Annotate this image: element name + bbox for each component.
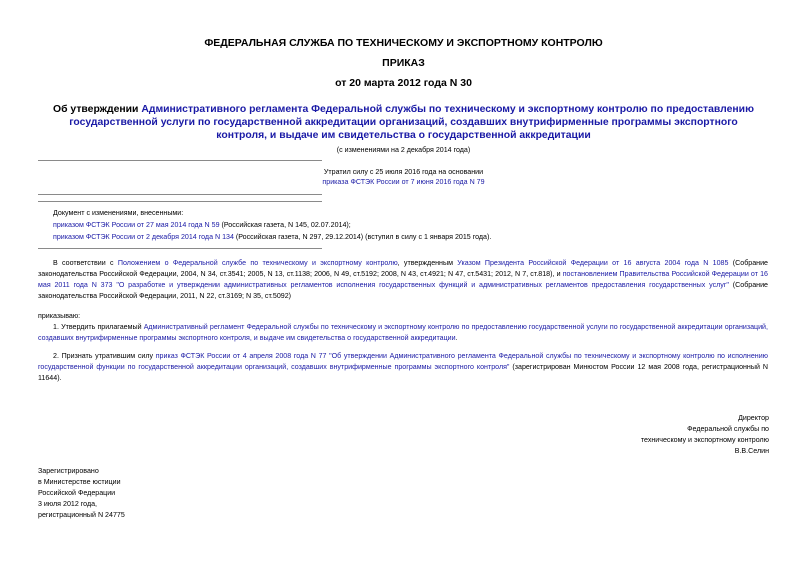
signature-block xyxy=(469,413,769,457)
doc-type-heading: ПРИКАЗ xyxy=(382,57,425,69)
registration-line-2: в Министерстве юстиции xyxy=(38,478,121,486)
repealed-order-link[interactable]: приказ ФСТЭК России от 4 апреля 2008 года N 77 "Об утверждении Административного регламента Федеральной службы по техническому и экспортному контролю по исполнению государственной функции по государственной аккредитации организаций, создавших внутрифирменные программы экспортного контроля" xyxy=(38,352,768,371)
registration-line-1: Зарегистрировано xyxy=(38,467,99,475)
preamble-text: В соответствии с xyxy=(53,259,118,267)
amendment-item-2 xyxy=(53,232,753,243)
amendment-1-link[interactable]: приказом ФСТЭК России от 27 мая 2014 года N 59 xyxy=(53,221,220,229)
regulation-statute-link[interactable]: Положением о Федеральной службе по техническому и экспортному контролю xyxy=(117,259,398,267)
amendment-1-text: (Российская газета, N 145, 02.07.2014); xyxy=(219,221,351,229)
item-2-text: (зарегистрирован Минюстом России 12 мая 2008 года, регистрационный N 11644). xyxy=(38,363,768,382)
item-2-text: 2. Признать утратившим силу xyxy=(53,352,156,360)
item-1-text: 1. Утвердить прилагаемый xyxy=(53,323,144,331)
registration-line-3: Российской Федерации xyxy=(38,489,116,497)
presidential-decree-link[interactable]: Указом Президента Российской Федерации от 16 августа 2004 года N 1085 xyxy=(457,259,729,267)
registration-line-4: 3 июля 2012 года, xyxy=(38,500,98,508)
preamble-text: (Собрание законодательства Российской Федерации, 2011, N 22, ст.3169; N 35, ст.5092) xyxy=(38,281,768,300)
order-item-2 xyxy=(38,351,768,384)
preamble-text: , утвержденным xyxy=(397,259,458,267)
signature-org-1: Федеральной службы по xyxy=(687,425,769,433)
lost-force-order-link-wrap xyxy=(0,177,807,188)
amendment-2-link[interactable]: приказом ФСТЭК России от 2 декабря 2014 года N 134 xyxy=(53,233,234,241)
order-word: приказываю: xyxy=(38,312,81,320)
document-title xyxy=(52,103,755,142)
divider xyxy=(38,248,322,249)
signature-name: В.В.Селин xyxy=(734,447,769,455)
lost-force-order-link[interactable]: приказа ФСТЭК России от 7 июня 2016 года N 79 xyxy=(322,178,485,186)
registration-block xyxy=(38,466,338,521)
government-decree-link[interactable]: постановлением Правительства Российской Федерации от 16 мая 2011 года N 373 "О разработке и утверждении административных регламентов исполнения государственных функций и административных регламентов предоставления государственных услуг" xyxy=(38,270,768,289)
item-1-text: . xyxy=(455,334,458,342)
approved-regulation-link[interactable]: Административный регламент Федеральной службы по техническому и экспортному контролю по предоставлению государственной услуги по государственной аккредитации организаций, создавших внутрифирменные программы экспортного контроля, и выдаче им свидетельства о государственной аккредитации xyxy=(38,323,768,342)
divider xyxy=(38,201,322,202)
doc-date-heading: от 20 марта 2012 года N 30 xyxy=(335,77,472,89)
amendments-intro: Документ с изменениями, внесенными: xyxy=(53,209,184,217)
agency-heading: ФЕДЕРАЛЬНАЯ СЛУЖБА ПО ТЕХНИЧЕСКОМУ И ЭКСПОРТНОМУ КОНТРОЛЮ xyxy=(204,37,603,49)
title-regulation-link[interactable]: Административного регламента Федеральной службы по техническому и экспортному контролю по предоставлению государственной услуги по государственной аккредитации организаций, создавших внутрифирменные программы экспортного контроля, и выдаче им свидетельства о государственной аккредитации xyxy=(69,104,754,141)
changes-note: (с изменениями на 2 декабря 2014 года) xyxy=(336,146,471,154)
amendment-2-text: (Российская газета, N 297, 29.12.2014) (вступил в силу с 1 января 2015 года). xyxy=(233,233,492,241)
signature-org-2: техническому и экспортному контролю xyxy=(640,436,769,444)
divider xyxy=(38,194,322,195)
amendment-item-1 xyxy=(53,220,753,231)
divider xyxy=(38,160,322,161)
preamble-text: (Собрание законодательства Российской Федерации, 2004, N 34, ст.3541; 2005, N 13, ст.1138; 2006, N 49, ст.5192; 2008, N 43, ст.4921; N 47, ст.5431; 2012, N 7, ст.818), и xyxy=(38,259,768,278)
lost-force-line: Утратил силу с 25 июля 2016 года на основании xyxy=(323,168,484,176)
preamble-paragraph xyxy=(38,258,768,302)
registration-line-5: регистрационный N 24775 xyxy=(38,511,125,519)
order-item-1 xyxy=(38,322,768,344)
title-prefix: Об утверждении xyxy=(53,104,142,115)
signature-title: Директор xyxy=(738,414,769,422)
